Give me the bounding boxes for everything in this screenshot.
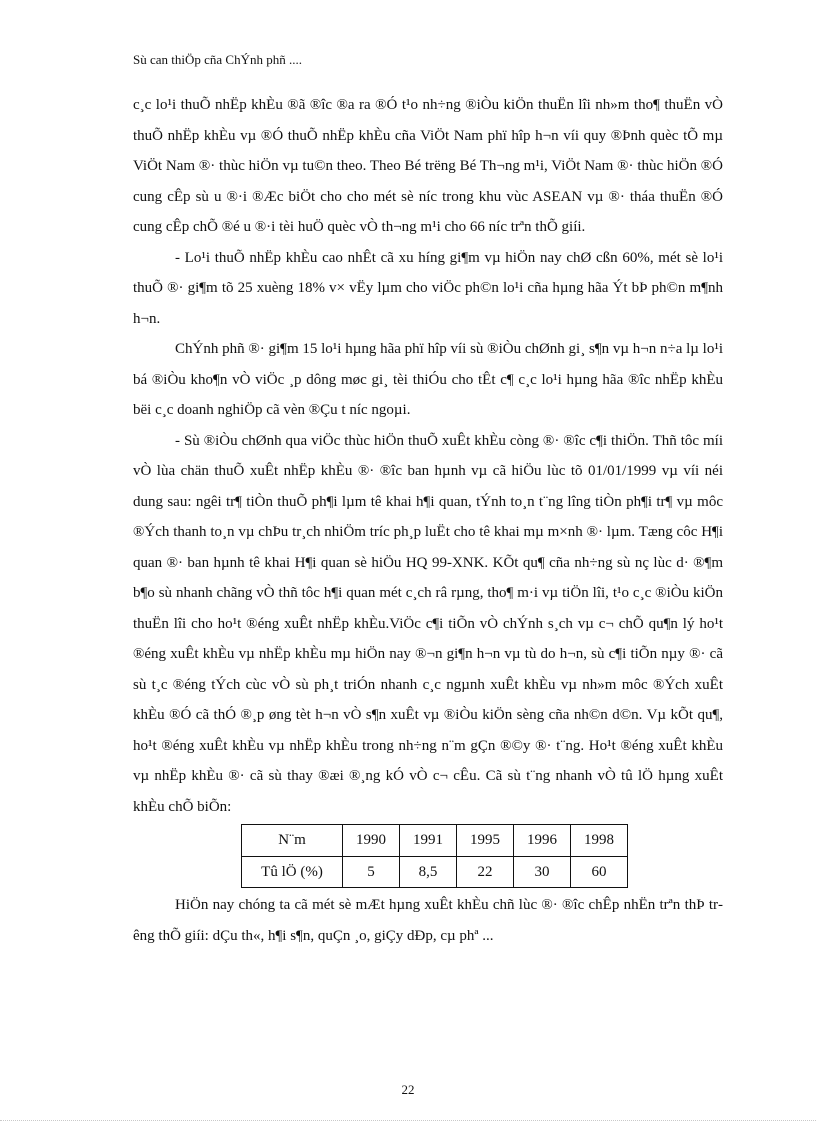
table-cell: 1990: [343, 825, 400, 857]
page-number: 22: [401, 1082, 415, 1097]
paragraph: c¸c lo¹i thuÕ nhËp khÈu ®ã ®îc ®a ra ®Ó t¹o nh÷ng ®iÒu kiÖn thuËn lîi nh»m tho¶ thuËn vÒ thuÕ nhËp khÈu vµ ®Ó thuÕ nhËp khÈu cña ViÖt Nam phï hîp h¬n víi quy ®Þnh quèc tÕ mµ ViÖt Nam ®· thùc hiÖn vµ tu©n theo. Theo Bé trëng Bé Th¬ng m¹i, ViÖt Nam ®· thùc hiÖn ®Ó cung cÊp sù u ®·i ®Æc biÖt cho cho mét sè níc trong khu vùc ASEAN vµ ®· tháa thuËn ®Ó cung cÊp chÕ ®é u ®·i tèi huÖ quèc vÒ th¬ng m¹i cho 66 níc trªn thÕ giíi.: [133, 97, 723, 235]
table-row: [242, 825, 628, 857]
table-cell: 1991: [400, 825, 457, 857]
table-cell: 8,5: [400, 856, 457, 888]
paragraph: HiÖn nay chóng ta cã mét sè mÆt hµng xuÊt khÈu chñ lùc ®· ®îc chÊp nhËn trªn thÞ trêng thÕ giíi: dÇu th«, h¶i s¶n, quÇn ¸o, giÇy dÐp, cµ phª ...: [133, 897, 723, 944]
table-cell: 22: [457, 856, 514, 888]
table-header-cell: N¨m: [242, 825, 343, 857]
table-cell: 5: [343, 856, 400, 888]
table-row: [242, 856, 628, 888]
table-header-cell: Tû lÖ (%): [242, 856, 343, 888]
page-bottom-divider: [0, 1120, 816, 1121]
table-cell: 1996: [514, 825, 571, 857]
running-header: Sù can thiÖp cña ChÝnh phñ ....: [133, 52, 302, 67]
export-ratio-table: [241, 824, 628, 888]
table-cell: 60: [571, 856, 628, 888]
paragraph: ChÝnh phñ ®· gi¶m 15 lo¹i hµng hãa phï hîp víi sù ®iÒu chØnh gi¸ s¶n vµ h¬n n÷a lµ lo¹i bá ®iÒu kho¶n vÒ viÖc ¸p dông møc gi¸ tèi thiÓu cho tÊt c¶ c¸c lo¹i hµng hãa ®îc nhËp khÈu bëi c¸c doanh nghiÖp cã vèn ®Çu t níc ngoµi.: [133, 341, 723, 418]
table-cell: 30: [514, 856, 571, 888]
body-text: [133, 90, 723, 951]
table-cell: 1995: [457, 825, 514, 857]
paragraph: - Sù ®iÒu chØnh qua viÖc thùc hiÖn thuÕ xuÊt khÈu còng ®· ®îc c¶i thiÖn. Thñ tôc míi vÒ lùa chän thuÕ xuÊt nhËp khÈu ®· ®îc ban hµnh vµ cã hiÖu lùc tõ 01/01/1999 vµ víi néi dung sau: ngêi tr¶ tiÒn thuÕ ph¶i lµm tê khai h¶i quan, tÝnh to¸n t¨ng lîng tiÒn ph¶i tr¶ vµ môc ®Ých thanh to¸n vµ chÞu tr¸ch nhiÖm tríc ph¸p luËt cho tê khai mµ m×nh ®· lµm. Tæng côc H¶i quan ®· ban hµnh tê khai H¶i quan sè hiÖu HQ 99-XNK. KÕt qu¶ cña nh÷ng sù nç lùc d· ®¶m b¶o sù nhanh chãng vÒ thñ tôc h¶i quan mét c¸ch râ rµng, tho¶ m·i vµ tiÖn lîi, t¹o c¸c ®iÒu kiÖn thuËn lîi cho ho¹t ®éng xuÊt nhËp khÈu.ViÖc c¶i tiÕn vÒ chÝnh s¸ch vµ c¬ chÕ qu¶n lý ho¹t ®éng xuÊt khÈu vµ nhËp khÈu mµ hiÖn nay ®¬n gi¶n h¬n vµ tù do h¬n, sù c¶i tiÕn nµy ®· cã sù t¸c ®éng tÝch cùc vÒ sù ph¸t triÓn nhanh c¸c ngµnh xuÊt khÈu vµ nh»m môc ®Ých xuÊt khÈu ®Ó cã thÓ ®¸p øng tèt h¬n vÒ s¶n xuÊt vµ ®iÒu kiÖn sèng cña nh©n d©n. Vµ kÕt qu¶, ho¹t ®éng xuÊt khÈu vµ nhËp khÈu trong nh÷ng n¨m gÇn ®©y ®· t¨ng. Ho¹t ®éng xuÊt khÈu vµ nhËp khÈu ®· cã sù thay ®æi ®¸ng kÓ vÒ c¬ cÊu. Cã sù t¨ng nhanh vÒ tû lÖ hµng xuÊt khÈu chÕ biÕn:: [133, 432, 723, 815]
table-cell: 1998: [571, 825, 628, 857]
paragraph: - Lo¹i thuÕ nhËp khÈu cao nhÊt cã xu híng gi¶m vµ hiÖn nay chØ cßn 60%, mét sè lo¹i thuÕ ®· gi¶m tõ 25 xuèng 18% v× vËy lµm cho viÖc ph©n lo¹i cña hµng hãa Ýt bÞ ph©n m¶nh h¬n.: [133, 249, 723, 327]
